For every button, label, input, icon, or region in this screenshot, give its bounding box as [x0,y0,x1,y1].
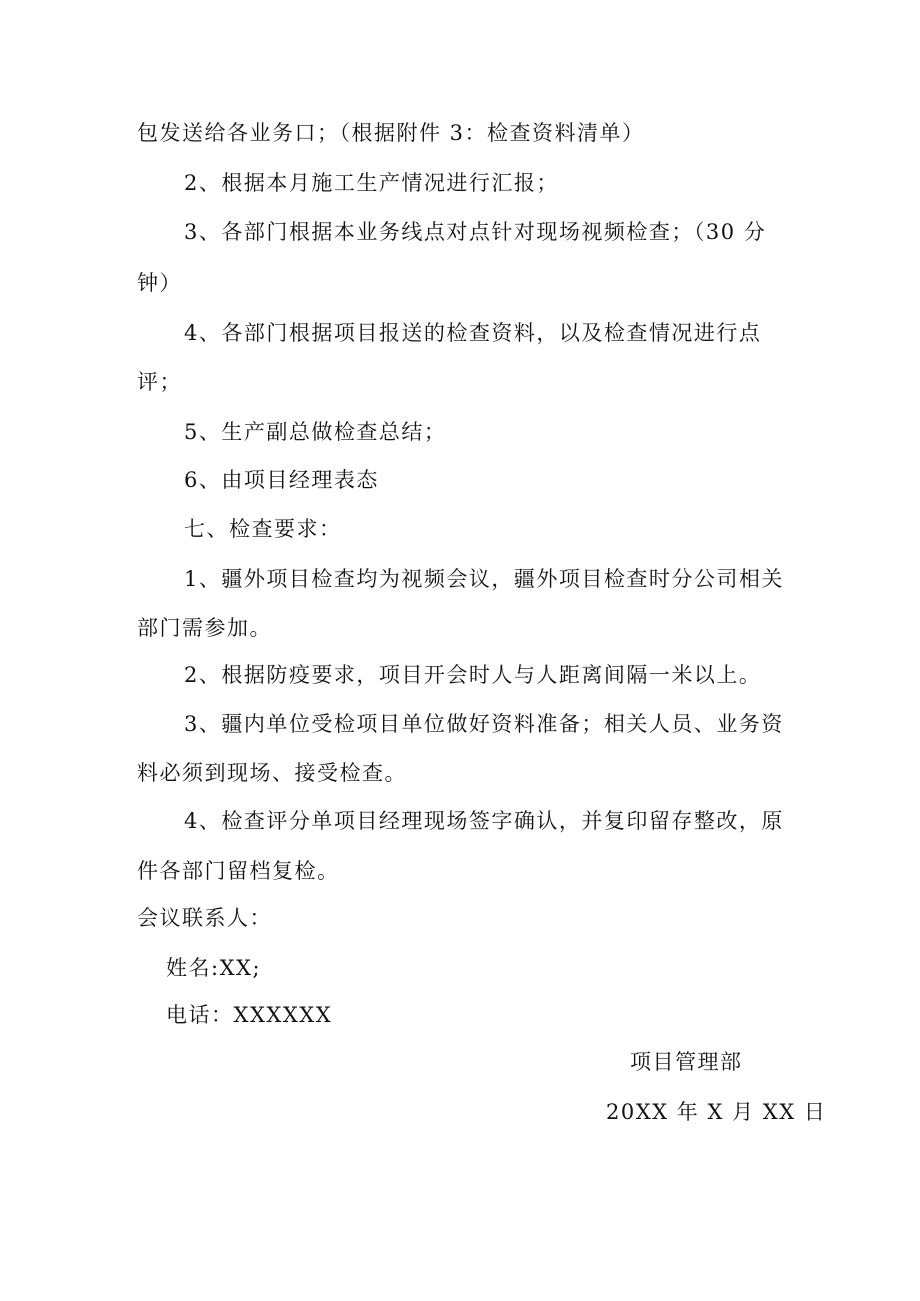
requirement-item-4-continued: 件各部门留档复检。 [137,859,340,883]
requirement-item-1-continued: 部门需参加。 [137,616,272,640]
agenda-item-4-continued: 评； [137,370,182,394]
requirement-item-3: 3、疆内单位受检项目单位做好资料准备；相关人员、业务资 [184,712,784,736]
agenda-item-2: 2、根据本月施工生产情况进行汇报； [184,171,559,195]
agenda-item-5: 5、生产副总做检查总结； [184,420,447,444]
contact-name: 姓名:XX; [166,956,262,980]
section-heading-requirements: 七、检查要求： [184,517,342,541]
paragraph-line: 包发送给各业务口；（根据附件 3：检查资料清单） [137,121,645,145]
agenda-item-3-continued: 钟） [137,271,182,295]
agenda-item-4: 4、各部门根据项目报送的检查资料，以及检查情况进行点 [184,321,762,345]
agenda-item-6: 6、由项目经理表态 [184,468,379,492]
contact-phone: 电话：XXXXXX [166,1003,333,1027]
requirement-item-4: 4、检查评分单项目经理现场签字确认，并复印留存整改，原 [184,809,784,833]
agenda-item-3: 3、各部门根据本业务线点对点针对现场视频检查；（30 分 [184,220,767,244]
contact-heading: 会议联系人： [137,906,272,930]
requirement-item-2: 2、根据防疫要求，项目开会时人与人距离间隔一米以上。 [184,663,762,687]
requirement-item-3-continued: 料必须到现场、接受检查。 [137,761,407,785]
signature-date: 20XX 年 X 月 XX 日 [606,1100,827,1124]
requirement-item-1: 1、疆外项目检查均为视频会议，疆外项目检查时分公司相关 [184,567,784,591]
signature-department: 项目管理部 [630,1050,743,1074]
